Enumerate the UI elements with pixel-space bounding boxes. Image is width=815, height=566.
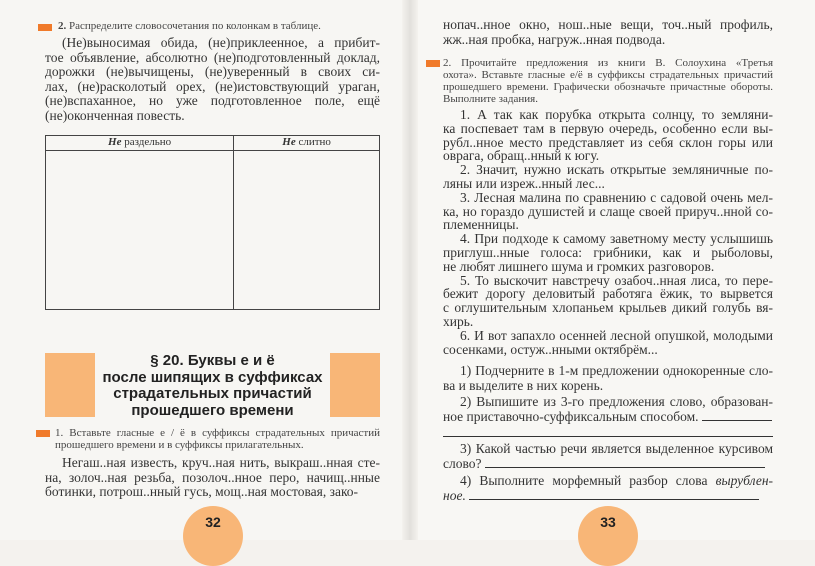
text-line: 5. То выскочит навстречу озабоч..нная лиса, то пере-	[460, 272, 773, 288]
right-page	[410, 0, 815, 540]
text-line: на, золоч..ная резьба, позолоч..нное перо, начищ..нные	[45, 469, 380, 485]
sentence-2	[443, 163, 773, 191]
task-marker	[38, 24, 52, 31]
answer-line[interactable]	[443, 436, 773, 437]
task-2-text	[45, 36, 380, 124]
text-line: сосенками, остуж..нными октябрём...	[443, 341, 658, 357]
task-marker	[36, 430, 50, 437]
text-line: 6. И вот запахло осенней лесной опушкой, молодыми	[460, 327, 773, 343]
text-line: не любят лишнего шума и громких разговоров.	[443, 258, 715, 274]
answer-line[interactable]	[702, 411, 772, 421]
italic-word: вырублен-	[715, 473, 774, 488]
section-title	[45, 353, 380, 419]
page-number: 32	[183, 506, 243, 566]
text-line: Негаш..ная известь, круч..ная нить, выкраш..нная сте-	[62, 455, 380, 470]
text-line: 2) Выпишите из 3-го предложения слово, образован-	[460, 394, 773, 409]
text-line: 2. Значит, нужно искать открытые земляничные по-	[460, 162, 773, 178]
column-header-joined: Не слитно	[234, 136, 380, 151]
task-marker	[426, 60, 440, 67]
text-line: 1. Вставьте гласные е / ё в суффиксы страдательных причастий	[55, 427, 380, 439]
title-line: после шипящих в суффиксах	[102, 368, 323, 386]
text-line: ботинки, потрош..нный гусь, мощ..ная мостовая, зако-	[45, 484, 359, 500]
text-line: ное приставочно-суффиксальным способом.	[443, 408, 699, 424]
text-line: 3. Лесная малина по сравнению с садовой очень мел-	[460, 189, 773, 205]
text-line: (не)оконченная повесть.	[45, 107, 185, 123]
question-1	[443, 364, 773, 393]
continuation-text	[443, 18, 773, 47]
text-line: бежит дорогу деловитый работяга ёжик, то вырвется	[443, 286, 773, 302]
text-line: ляны или изреж..нный лес...	[443, 175, 605, 191]
task-number: 2.	[58, 20, 67, 32]
title-line: § 20. Буквы е и ё	[150, 352, 275, 369]
sentences	[443, 108, 773, 356]
title-line: прошедшего времени	[131, 401, 294, 419]
text-line: племенницы.	[443, 217, 519, 233]
text-line: прошедшего времени и в суффиксы прилагательных.	[55, 439, 304, 451]
sentence-3	[443, 191, 773, 232]
task-1-text	[45, 456, 380, 500]
text-line: (Не)выносимая обида, (не)приклеенное, а прибит-	[62, 35, 380, 50]
text-line: тое объявление, абсолютно (не)подготовленный доклад,	[45, 49, 380, 65]
question-3	[443, 442, 773, 471]
text-line: 3) Какой частью речи является выделенное курсивом	[460, 441, 773, 456]
text-line: (не)вспаханное, но уже подготовленное поле, ещё	[45, 93, 380, 109]
sentence-1	[443, 108, 773, 163]
italic-word: ное.	[443, 487, 466, 503]
book-gutter	[402, 0, 418, 540]
column-header-separate: Не раздельно	[46, 136, 234, 151]
left-page	[0, 0, 410, 540]
title-line: страдательных причастий	[113, 385, 312, 402]
answer-table	[45, 135, 380, 310]
answer-line[interactable]	[469, 490, 759, 500]
page-number: 33	[578, 506, 638, 566]
task-text: Распределите словосочетания по колонкам в таблице.	[69, 20, 321, 32]
text-line: оврага, обращ..нный к югу.	[443, 148, 600, 164]
text-line: 4) Выполните морфемный разбор слова	[460, 473, 708, 488]
task-2-instruction	[443, 57, 773, 105]
task-1-instruction	[55, 427, 380, 451]
answer-line[interactable]	[485, 458, 765, 468]
text-line: ка, но гораздо душистей и слаще своей прируч..нной со-	[443, 203, 773, 219]
task-2-instruction	[58, 20, 321, 32]
text-line: 1) Подчерните в 1-м предложении однокоренные сло-	[460, 363, 773, 378]
text-line: с оглушительным хлопаньем крыльев дикий голубь вя-	[443, 300, 773, 316]
text-line: Выполните задания.	[443, 93, 538, 105]
text-line: слово?	[443, 455, 482, 471]
text-line: 4. При подходе к самому заветному месту услышишь	[460, 231, 773, 247]
text-line: хирь.	[443, 313, 474, 329]
sentence-5	[443, 274, 773, 329]
section-heading	[45, 353, 380, 419]
text-line: 2. Прочитайте предложения из книги В. Солоухина «Третья	[443, 57, 773, 69]
text-line: ва и выделите в них корень.	[443, 377, 604, 393]
text-line: 1. А так как порубка открыта солнцу, то земляни-	[460, 107, 773, 122]
answer-cell[interactable]	[234, 151, 380, 310]
question-4	[443, 474, 773, 503]
text-line: ка поспевает там в первую очередь, особенно если вы-	[443, 120, 773, 136]
text-line: охота». Вставьте гласные е/ё в суффиксы страдательных причастий	[443, 69, 773, 81]
question-2	[443, 395, 773, 424]
sentence-4	[443, 232, 773, 273]
text-line: прошедшего времени. Графически обозначьте причастные обороты.	[443, 81, 773, 93]
text-line: жж..ная пробка, нагруж..нная подвода.	[443, 31, 666, 47]
text-line: дорожки (не)вычищены, (не)уверенный в своих си-	[45, 64, 380, 80]
text-line: приглуш..нные голоса: грибники, как и рыболовы,	[443, 244, 773, 260]
text-line: нопач..нное окно, нош..ные вещи, точ..ный профиль,	[443, 17, 773, 32]
text-line: рубл..нное место представляет из себя склон горы или	[443, 134, 773, 150]
text-line: лах, (не)расколотый орех, (не)истовствующий ураган,	[45, 78, 380, 94]
answer-cell[interactable]	[46, 151, 234, 310]
sentence-6	[443, 329, 773, 357]
